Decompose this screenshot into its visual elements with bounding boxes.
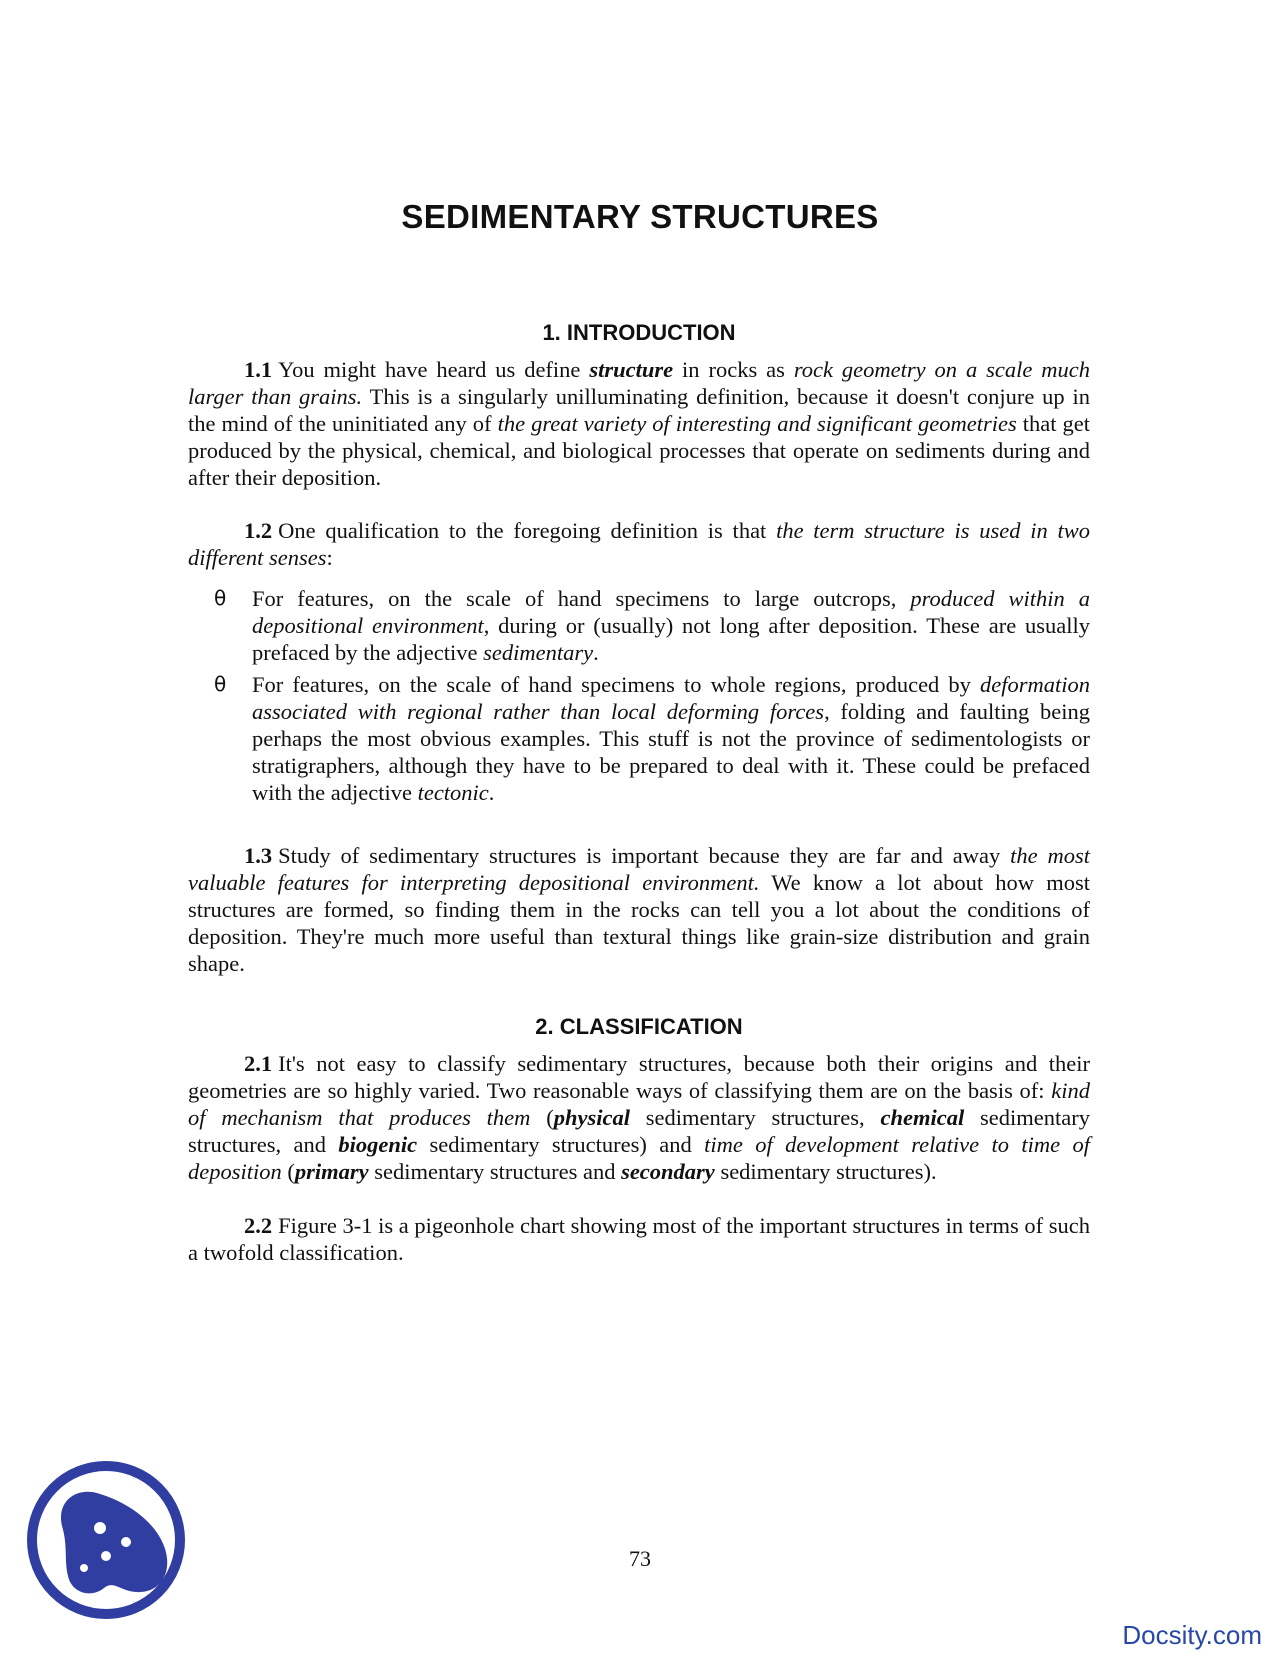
emphasis-term: structure — [589, 357, 674, 382]
paragraph-number: 2.2 — [244, 1213, 273, 1238]
theta-bullet-icon: θ — [214, 586, 227, 610]
paragraph-1-3: 1.3 Study of sedimentary structures is important because they are far and away the most valuable features for interpreting depositional environment. We know a lot about how most structures are formed, so finding them in the rocks can tell you a lot about the conditions of deposition. They're much more useful than textural things like grain-size distribution and grain shape. — [188, 843, 1091, 976]
page-title: SEDIMENTARY STRUCTURES — [401, 198, 879, 235]
theta-bullet-icon: θ — [214, 672, 227, 696]
paragraph-2-1: 2.1 It's not easy to classify sedimentary structures, because both their origins and their geometries are so highly varied. Two reasonable ways of classifying them are on the basis of: kind of mechanism that produces them (physical sedimentary structures, chemical sedimentary structures, and biogenic sedimentary structures) and time of development relative to time of deposition (primary sedimentary structures and secondary sedimentary structures). — [188, 1051, 1091, 1184]
docsity-logo-icon — [22, 1456, 190, 1624]
section-heading-classification: 2. CLASSIFICATION — [535, 1014, 743, 1039]
section-heading-introduction: 1. INTRODUCTION — [542, 320, 736, 345]
paragraph-number: 1.2 — [244, 518, 273, 543]
paragraph-number: 1.3 — [244, 843, 273, 868]
bullet-item-tectonic: θ For features, on the scale of hand specimens to whole regions, produced by deformation associated with regional rather than local deforming forces, folding and faulting being perhaps the most obvious examples. This stuff is not the province of sedimentologists or stratigraphers, although they have to be prepared to deal with it. These could be prefaced with the adjective tectonic. — [214, 672, 1091, 805]
paragraph-number: 1.1 — [244, 357, 273, 382]
page-number: 73 — [629, 1546, 651, 1571]
paragraph-1-1: 1.1 You might have heard us define structure in rocks as rock geometry on a scale much larger than grains. This is a singularly unilluminating definition, because it doesn't conjure up in the mind of the uninitiated any of the great variety of interesting and significant geometries that get produced by the physical, chemical, and biological processes that operate on sediments during and after their deposition. — [188, 357, 1091, 490]
paragraph-1-2: 1.2 One qualification to the foregoing definition is that the term structure is used in two different senses: — [188, 518, 1090, 570]
paragraph-2-2: 2.2 Figure 3-1 is a pigeonhole chart showing most of the important structures in terms of such a twofold classification. — [188, 1213, 1090, 1265]
docsity-brand-link[interactable]: Docsity.com — [1122, 1620, 1262, 1650]
paragraph-number: 2.1 — [244, 1051, 273, 1076]
bullet-item-sedimentary: θ For features, on the scale of hand specimens to large outcrops, produced within a depositional environment, during or (usually) not long after deposition. These are usually prefaced by the adjective sedimentary. — [214, 586, 1091, 665]
